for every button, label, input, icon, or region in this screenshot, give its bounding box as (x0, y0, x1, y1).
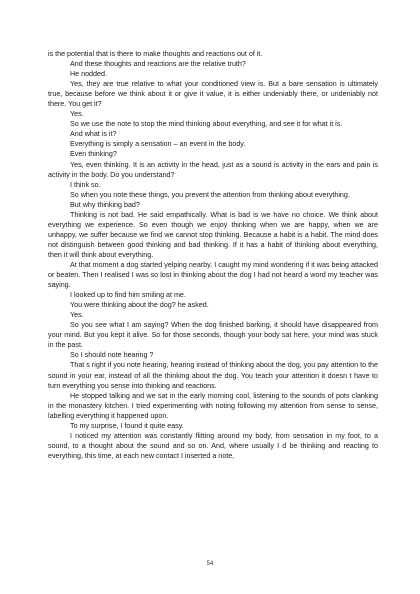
paragraph: At that moment a dog started yelping nearby. I caught my mind wondering if it was being attacked or beaten. Then I realised I was so lost in thinking about the dog I had not heard a word my teacher was saying. (48, 260, 378, 290)
paragraph: And what is it? (70, 130, 117, 139)
paragraph: So when you note these things, you prevent the attention from thinking about everything. (70, 190, 350, 199)
paragraph: That s right if you note hearing, hearing instead of thinking about the dog, you pay attention to the sound in your ear, instead of all the thinking about the dog. You teach your attention it doesn t have to turn everything you sense into thinking and reactions. (48, 361, 378, 390)
paragraph: And these thoughts and reactions are the relative truth? (70, 60, 246, 69)
paragraph: I think so. (70, 180, 101, 189)
paragraph: is the potential that is there to make thoughts and reactions out of it. (48, 50, 263, 58)
paragraph: You were thinking about the dog? he asked. (70, 301, 209, 310)
paragraph: Everything is simply a sensation – an event in the body. (70, 140, 246, 149)
paragraph: So you see what I am saying? When the dog finished barking, it should have disappeared from your mind. But you kept it alive. So for those seconds, though your body sat here, your mind was stuck in the past. (48, 321, 378, 350)
body-text (48, 49, 378, 461)
paragraph: I noticed my attention was constantly flitting around my body, from sensation in my foot, to a sound, to a thought about the sound and so on. And, where usually I d be thinking and reacting to everything, this time, at each new contact I inserted a note, (48, 431, 378, 460)
paragraph: Yes, even thinking. It is an activity in the head, just as a sound is activity in the ears and pain is activity in the body. Do you understand? (48, 160, 378, 179)
paragraph: So I should note hearing ? (70, 351, 154, 360)
paragraph: Yes, they are true relative to what your conditioned view is. But a bare sensation is ultimately true, because before we think about it or give it value, it is either undeniably there, or undeniably not there. You get it? (48, 80, 378, 109)
paragraph: I looked up to find him smiling at me. (70, 291, 186, 300)
paragraph: Thinking is not bad. He said empathically. What is bad is we have no choice. We think about everything we experience. So even though we enjoy thinking when we are happy, when we are unhappy, we suffer because we find we cannot stop thinking. Because a habit is a habit. The mind does not distinguish between good thinking and bad thinking. If it has a habit of thinking about everything, then it will think about everything. (48, 210, 378, 259)
paragraph: To my surprise, I found it quite easy. (70, 421, 184, 430)
paragraph: He stopped talking and we sat in the early morning cool, listening to the sounds of pots clanking in the monastery kitchen. I tried experimenting with noting following my attention from sense to sense, labelling everything it happened upon. (48, 391, 378, 420)
paragraph: So we use the note to stop the mind thinking about everything, and see it for what it is. (70, 120, 343, 129)
page-number: 54 (206, 561, 214, 567)
paragraph: Yes. (70, 110, 84, 119)
paragraph: Yes. (70, 311, 84, 320)
paragraph: He nodded. (70, 70, 107, 79)
paragraph: Even thinking? (70, 150, 117, 159)
paragraph: But why thinking bad? (70, 200, 140, 209)
